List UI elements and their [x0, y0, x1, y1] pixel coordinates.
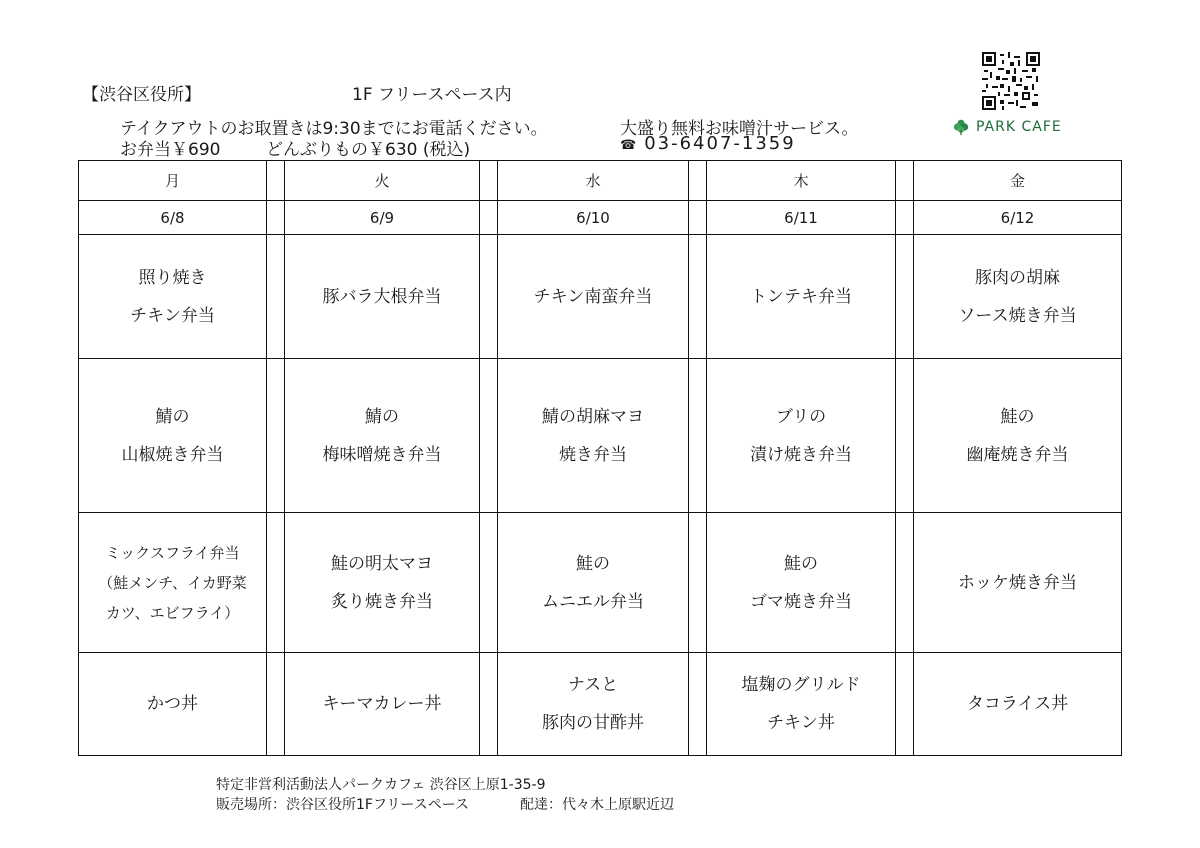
menu-item: 鯖の 山椒焼き弁当	[121, 406, 224, 465]
day-header-fri: 金	[1009, 172, 1025, 190]
menu-item: 鮭の明太マヨ 炙り焼き弁当	[331, 553, 433, 612]
takeout-note: テイクアウトのお取置きは9:30までにお電話ください。	[120, 119, 548, 139]
menu-item: ナスと 豚肉の甘酢丼	[542, 675, 644, 733]
day-header-wed: 水	[585, 172, 601, 190]
menu-item: 豚バラ大根弁当	[322, 286, 442, 307]
column-divider	[266, 161, 267, 755]
day-header-mon: 月	[164, 172, 180, 190]
date-tue: 6/9	[369, 208, 395, 227]
phone-number: 03-6407-1359	[644, 133, 796, 154]
menu-item: 鯖の 梅味噌焼き弁当	[322, 406, 442, 465]
qr-code-icon[interactable]	[982, 52, 1040, 110]
menu-item: ブリの 漬け焼き弁当	[750, 406, 852, 465]
column-divider	[479, 161, 480, 755]
menu-item: 照り焼き チキン弁当	[130, 267, 215, 326]
organization-info: 特定非営利活動法人パークカフェ 渋谷区上原1-35-9	[216, 777, 546, 793]
park-cafe-logo	[952, 116, 1062, 138]
date-wed: 6/10	[576, 208, 610, 227]
bento-price: お弁当￥690	[120, 140, 221, 160]
menu-item: 鮭の 幽庵焼き弁当	[966, 406, 1069, 465]
menu-item: 鯖の胡麻マヨ 焼き弁当	[542, 406, 644, 465]
menu-item: タコライス丼	[966, 694, 1069, 714]
column-divider	[688, 161, 689, 755]
sales-location: 販売場所：渋谷区役所1Fフリースペース	[216, 797, 469, 813]
menu-item: 鮭の ムニエル弁当	[542, 553, 644, 612]
menu-item: 塩麹のグリルド チキン丼	[741, 675, 861, 733]
weekly-menu-table	[78, 160, 1122, 756]
delivery-area: 配達：代々木上原駅近辺	[520, 797, 674, 813]
menu-item: ミックスフライ弁当 （鮭メンチ、イカ野菜 カツ、エビフライ）	[98, 543, 247, 622]
brand-name: PARK CAFE	[976, 119, 1062, 135]
menu-item: 鮭の ゴマ焼き弁当	[750, 553, 852, 612]
menu-item: 豚肉の胡麻 ソース焼き弁当	[958, 267, 1077, 326]
menu-item: キーマカレー丼	[322, 694, 442, 714]
service-note: 大盛り無料お味噌汁サービス。	[620, 119, 859, 139]
location-title: 【渋谷区役所】	[82, 85, 201, 105]
day-header-tue: 火	[374, 172, 390, 190]
donburi-price: どんぶりもの￥630 (税込)	[266, 140, 471, 160]
phone-icon: ☎	[620, 138, 639, 153]
floor-label: 1F フリースペース内	[352, 85, 512, 105]
menu-item: ホッケ焼き弁当	[958, 572, 1077, 593]
menu-item: かつ丼	[147, 694, 198, 714]
phone-number-line[interactable]	[620, 133, 796, 154]
clover-icon	[952, 118, 970, 136]
column-divider	[895, 161, 896, 755]
menu-item: チキン南蛮弁当	[533, 286, 653, 307]
date-thu: 6/11	[784, 208, 818, 227]
date-fri: 6/12	[1000, 208, 1035, 227]
day-header-thu: 木	[793, 172, 809, 190]
menu-item: トンテキ弁当	[750, 286, 852, 307]
date-mon: 6/8	[160, 208, 185, 227]
